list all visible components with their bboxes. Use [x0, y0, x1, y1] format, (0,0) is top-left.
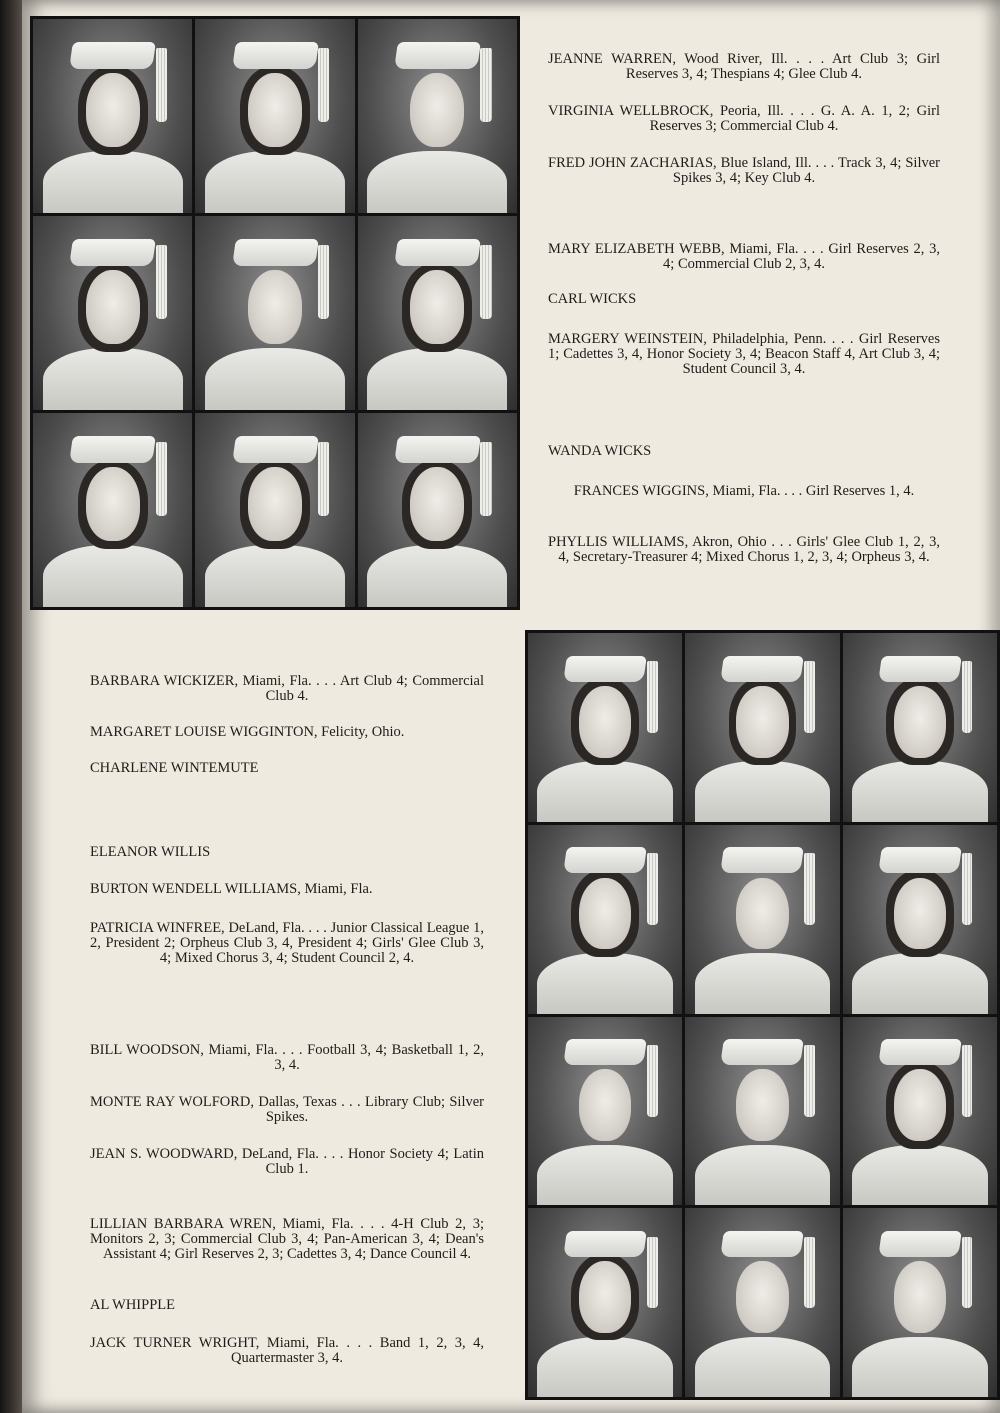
portrait-photo	[195, 216, 354, 410]
entry-whipple: AL WHIPPLE	[90, 1297, 175, 1313]
portrait-photo	[843, 1208, 997, 1397]
entry-carl-wicks: CARL WICKS	[548, 291, 637, 307]
entry-williams-phyllis: PHYLLIS WILLIAMS, Akron, Ohio . . . Girls' Glee Club 1, 2, 3, 4, Secretary-Treasurer 4; Mixed Chorus 1, 2, 3, 4; Orpheus 3, 4.	[548, 534, 940, 565]
portrait-photo	[358, 19, 517, 213]
portrait-photo	[358, 413, 517, 607]
entry-warren: JEANNE WARREN, Wood River, Ill. . . . Art Club 3; Girl Reserves 3, 4; Thespians 4; Glee Club 4.	[548, 51, 940, 82]
entry-wren: LILLIAN BARBARA WREN, Miami, Fla. . . . 4-H Club 2, 3; Monitors 2, 3; Commercial Club 3, 4; Pan-American 3, 4; Dean's Assistant 4; Girl Reserves 2, 3; Cadettes 3, 4; Dance Council 4.	[90, 1216, 484, 1262]
portrait-photo	[33, 19, 192, 213]
entry-wolford: MONTE RAY WOLFORD, Dallas, Texas . . . Library Club; Silver Spikes.	[90, 1094, 484, 1125]
entry-wigginton: MARGARET LOUISE WIGGINTON, Felicity, Ohio.	[90, 724, 405, 740]
portrait-photo	[33, 413, 192, 607]
entry-williams-burton: BURTON WENDELL WILLIAMS, Miami, Fla.	[90, 881, 373, 897]
portrait-photo	[528, 1017, 682, 1206]
top-portrait-grid	[30, 16, 520, 610]
entry-woodson: BILL WOODSON, Miami, Fla. . . . Football 3, 4; Basketball 1, 2, 3, 4.	[90, 1042, 484, 1073]
portrait-photo	[528, 633, 682, 822]
entry-woodward: JEAN S. WOODWARD, DeLand, Fla. . . . Honor Society 4; Latin Club 1.	[90, 1146, 484, 1177]
entry-wickizer: BARBARA WICKIZER, Miami, Fla. . . . Art Club 4; Commercial Club 4.	[90, 673, 484, 704]
portrait-photo	[685, 825, 839, 1014]
bottom-portrait-grid	[525, 630, 1000, 1400]
entry-webb: MARY ELIZABETH WEBB, Miami, Fla. . . . Girl Reserves 2, 3, 4; Commercial Club 2, 3, 4.	[548, 241, 940, 272]
yearbook-page	[22, 0, 1000, 1413]
entry-zacharias: FRED JOHN ZACHARIAS, Blue Island, Ill. . . . Track 3, 4; Silver Spikes 3, 4; Key Club 4.	[548, 155, 940, 186]
entry-wright: JACK TURNER WRIGHT, Miami, Fla. . . . Band 1, 2, 3, 4, Quartermaster 3, 4.	[90, 1335, 484, 1366]
portrait-photo	[528, 1208, 682, 1397]
portrait-photo	[685, 1017, 839, 1206]
portrait-photo	[195, 19, 354, 213]
book-binding	[0, 0, 24, 1413]
portrait-photo	[843, 825, 997, 1014]
entry-wintemute: CHARLENE WINTEMUTE	[90, 760, 259, 776]
portrait-photo	[33, 216, 192, 410]
entry-weinstein: MARGERY WEINSTEIN, Philadelphia, Penn. . . . Girl Reserves 1; Cadettes 3, 4, Honor Society 3, 4; Beacon Staff 4, Art Club 3, 4; Student Council 3, 4.	[548, 331, 940, 377]
entry-wanda-wicks: WANDA WICKS	[548, 443, 652, 459]
entry-wiggins: FRANCES WIGGINS, Miami, Fla. . . . Girl Reserves 1, 4.	[573, 483, 915, 499]
portrait-photo	[685, 633, 839, 822]
portrait-photo	[528, 825, 682, 1014]
entry-willis: ELEANOR WILLIS	[90, 844, 211, 860]
portrait-photo	[685, 1208, 839, 1397]
portrait-photo	[843, 1017, 997, 1206]
portrait-photo	[358, 216, 517, 410]
portrait-photo	[843, 633, 997, 822]
entry-winfree: PATRICIA WINFREE, DeLand, Fla. . . . Junior Classical League 1, 2, President 2; Orpheus Club 3, 4, President 4; Girls' Glee Club 3, 4; Mixed Chorus 3, 4; Student Council 2, 4.	[90, 920, 484, 966]
portrait-photo	[195, 413, 354, 607]
entry-wellbrock: VIRGINIA WELLBROCK, Peoria, Ill. . . . G. A. A. 1, 2; Girl Reserves 3; Commercial Club 4.	[548, 103, 940, 134]
